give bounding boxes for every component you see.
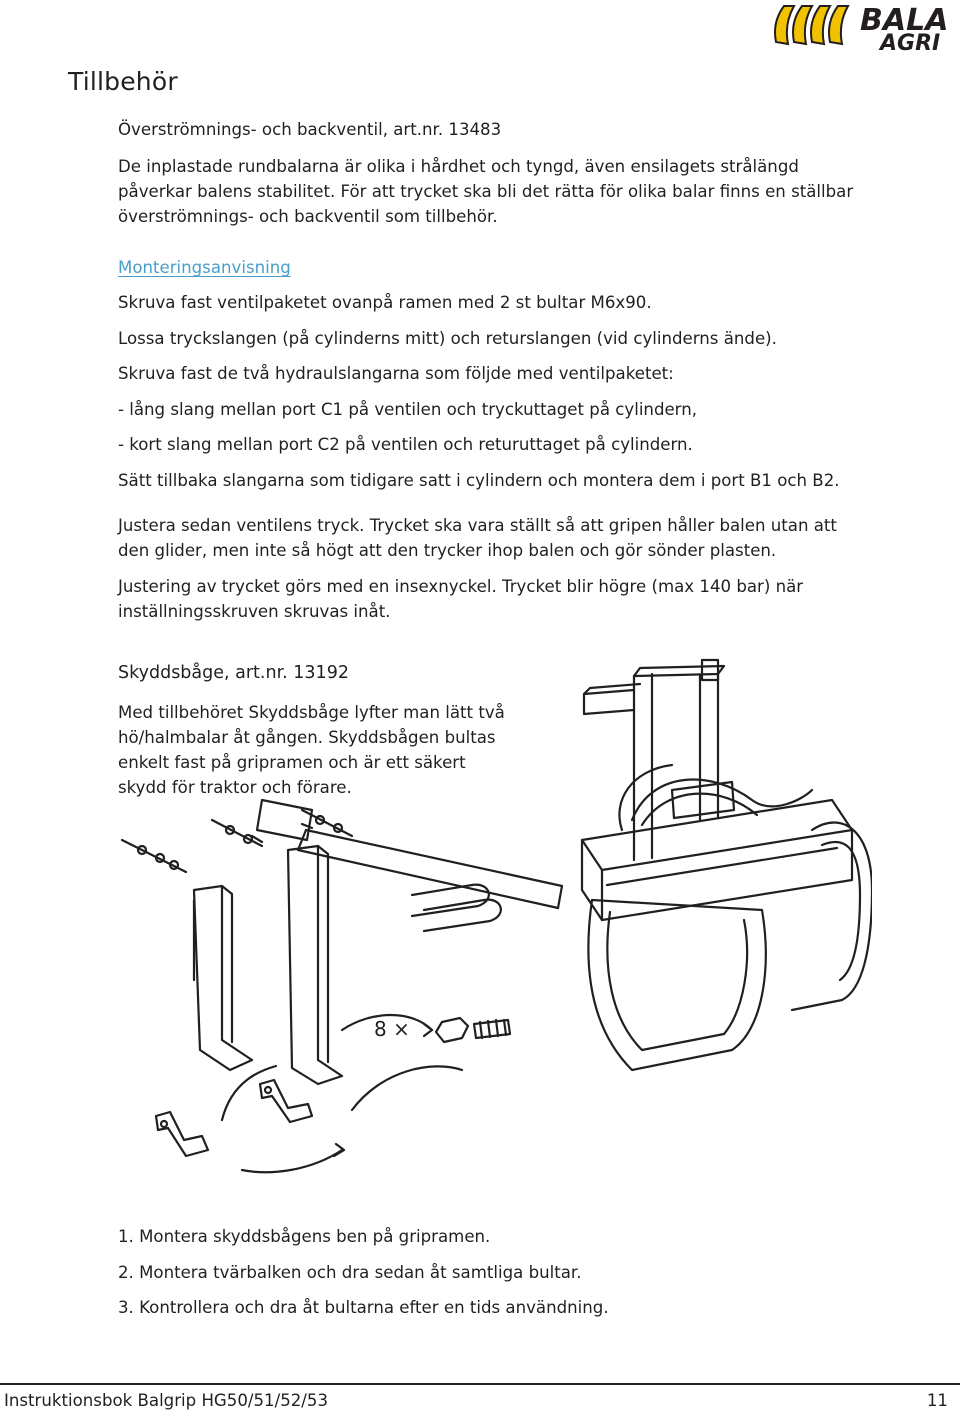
bale-gripper-drawing [374, 660, 872, 1070]
section2-intro-line3: enkelt fast på gripramen och är ett säkert [118, 753, 466, 772]
mounting-step-5: - kort slang mellan port C2 på ventilen och returuttaget på cylindern. [118, 435, 693, 454]
footer-page-number: 11 [926, 1391, 948, 1410]
assembly-illustration [112, 650, 872, 1200]
page-title: Tillbehör [68, 67, 178, 96]
arch-step-1: 1. Montera skyddsbågens ben på gripramen. [118, 1227, 491, 1246]
adjust-para-line2: inställningsskruven skruvas inåt. [118, 602, 391, 621]
arch-step-3: 3. Kontrollera och dra åt bultarna efter en tids användning. [118, 1298, 609, 1317]
section2-intro-line4: skydd för traktor och förare. [118, 778, 352, 797]
logo-text-line1: BALA [860, 3, 949, 38]
logo-text-line2: AGRI [880, 31, 941, 52]
safety-arch-kit-drawing [122, 800, 562, 1172]
footer-doc-title: Instruktionsbok Balgrip HG50/51/52/53 [4, 1391, 329, 1410]
mounting-step-3: Skruva fast de två hydraulslangarna som följde med ventilpaketet: [118, 364, 674, 383]
bala-agri-logo [772, 2, 958, 52]
footer-divider [0, 1383, 960, 1385]
mounting-step-6: Sätt tillbaka slangarna som tidigare satt i cylindern och montera dem i port B1 och B2. [118, 471, 840, 490]
adjust-para-line1: Justering av trycket görs med en insexnyckel. Trycket blir högre (max 140 bar) när [118, 577, 804, 596]
mounting-step-1: Skruva fast ventilpaketet ovanpå ramen med 2 st bultar M6x90. [118, 293, 652, 312]
section2-intro-line1: Med tillbehöret Skyddsbåge lyfter man lätt två [118, 703, 505, 722]
fastener-count-label: 8 × [374, 1017, 410, 1041]
section1-intro-line1: De inplastade rundbalarna är olika i hårdhet och tyngd, även ensilagets strålängd [118, 157, 799, 176]
pressure-para-line2: den glider, men inte så högt att den trycker ihop balen och gör sönder plasten. [118, 541, 777, 560]
section2-intro-line2: hö/halmbalar åt gången. Skyddsbågen bultas [118, 728, 496, 747]
pressure-para-line1: Justera sedan ventilens tryck. Trycket ska vara ställt så att gripen håller balen utan att [118, 516, 837, 535]
mounting-step-2: Lossa tryckslangen (på cylinderns mitt) och returslangen (vid cylinderns ände). [118, 329, 777, 348]
section2-heading: Skyddsbåge, art.nr. 13192 [118, 663, 349, 683]
section1-intro-line2: påverkar balens stabilitet. För att trycket ska bli det rätta för olika balar finns en ställbar [118, 182, 854, 201]
mounting-step-4: - lång slang mellan port C1 på ventilen och tryckuttaget på cylindern, [118, 400, 698, 419]
arch-step-2: 2. Montera tvärbalken och dra sedan åt samtliga bultar. [118, 1263, 582, 1282]
section1-intro-line3: överströmnings- och backventil som tillbehör. [118, 207, 498, 226]
section1-heading: Överströmnings- och backventil, art.nr. 13483 [118, 120, 502, 139]
mounting-subheading: Monteringsanvisning [118, 258, 291, 277]
